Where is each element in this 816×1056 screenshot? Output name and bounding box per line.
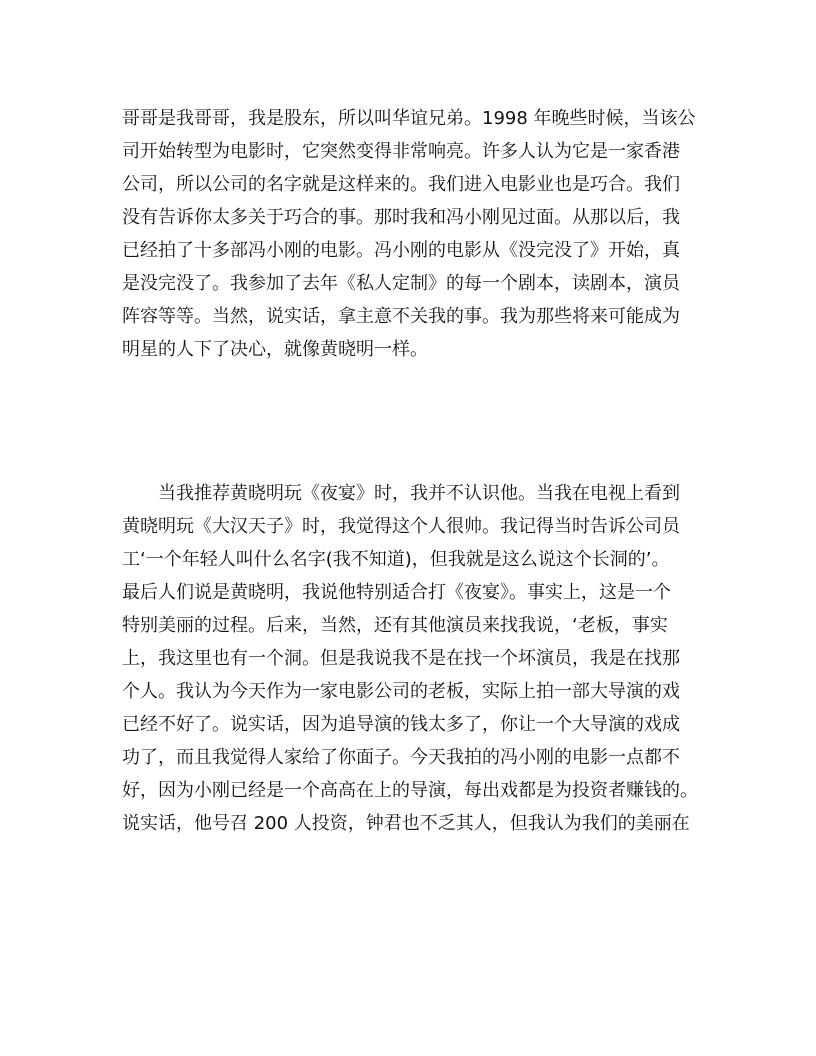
paragraph-line: 已经拍了十多部冯小刚的电影。冯小刚的电影从《没完没了》开始，真 bbox=[122, 240, 680, 261]
paragraph-line: 特别美丽的过程。后来，当然，还有其他演员来找我说，‘老板，事实 bbox=[122, 615, 668, 636]
paragraph-line: 功了，而且我觉得人家给了你面子。今天我拍的冯小刚的电影一点都不 bbox=[122, 747, 680, 768]
paragraph-line: 明星的人下了决心，就像黄晓明一样。 bbox=[122, 339, 428, 360]
paragraph-line: 没有告诉你太多关于巧合的事。那时我和冯小刚见过面。从那以后，我 bbox=[122, 207, 680, 228]
paragraph-line: 工‘一个年轻人叫什么名字(我不知道)，但我就是这么说这个长洞的’。 bbox=[122, 549, 670, 570]
paragraph-line: 是没完没了。我参加了去年《私人定制》的每一个剧本，读剧本，演员 bbox=[122, 273, 680, 294]
paragraph-line: 阵容等等。当然，说实话，拿主意不关我的事。我为那些将来可能成为 bbox=[122, 306, 680, 327]
paragraph-line: 公司，所以公司的名字就是这样来的。我们进入电影业也是巧合。我们 bbox=[122, 174, 680, 195]
paragraph-line: 当我推荐黄晓明玩《夜宴》时，我并不认识他。当我在电视上看到 bbox=[158, 483, 680, 504]
paragraph-line: 哥哥是我哥哥，我是股东，所以叫华谊兄弟。1998 年晚些时候，当该公 bbox=[122, 108, 696, 129]
paragraph-line: 上，我这里也有一个洞。但是我说我不是在找一个坏演员，我是在找那 bbox=[122, 648, 680, 669]
paragraph-line: 最后人们说是黄晓明，我说他特别适合打《夜宴》。事实上，这是一个 bbox=[122, 582, 671, 603]
paragraph-line: 已经不好了。说实话，因为追导演的钱太多了，你让一个大导演的戏成 bbox=[122, 714, 680, 735]
paragraph-line: 好，因为小刚已经是一个高高在上的导演，每出戏都是为投资者赚钱的。 bbox=[122, 780, 698, 801]
paragraph-line: 说实话，他号召 200 人投资，钟君也不乏其人，但我认为我们的美丽在 bbox=[122, 813, 690, 834]
paragraph-line: 司开始转型为电影时，它突然变得非常响亮。许多人认为它是一家香港 bbox=[122, 141, 680, 162]
paragraph-line: 个人。我认为今天作为一家电影公司的老板，实际上拍一部大导演的戏 bbox=[122, 681, 680, 702]
paragraph-line: 黄晓明玩《大汉天子》时，我觉得这个人很帅。我记得当时告诉公司员 bbox=[122, 516, 680, 537]
